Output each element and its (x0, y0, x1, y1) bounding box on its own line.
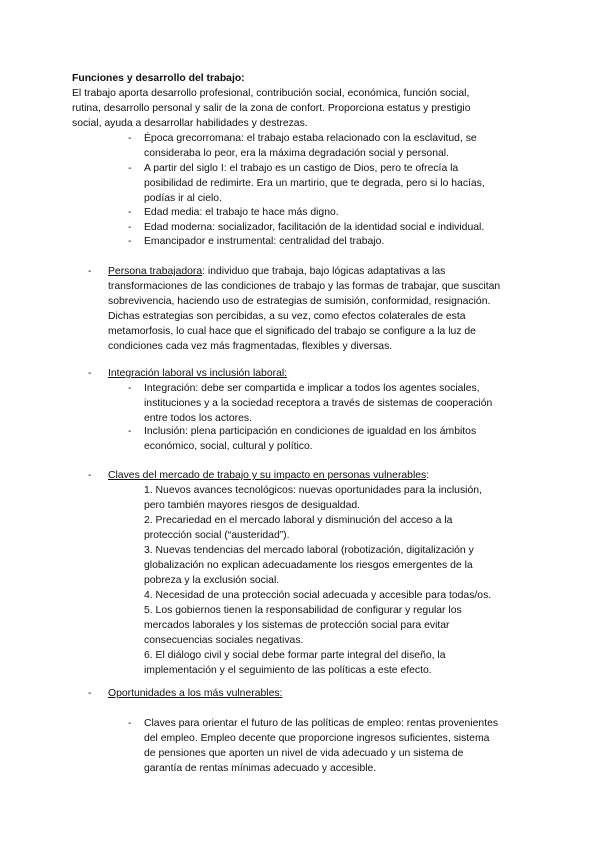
claves-list (144, 483, 491, 678)
history-line: Edad media: el trabajo te hace más digno. (144, 207, 339, 218)
intro-line: rutina, desarrollo personal y salir de la zona de confort. Proporciona estatus y prestigio (72, 103, 471, 114)
document-title: Funciones y desarrollo del trabajo: (72, 73, 245, 84)
section-heading: Persona trabajadora (108, 266, 203, 277)
integracion-line: económico, social, cultural y político. (144, 441, 313, 452)
heading-suffix: : (426, 470, 430, 481)
integracion-line: Inclusión: plena participación en condiciones de igualdad en los ámbitos (144, 426, 477, 437)
bullet-dash: - (128, 133, 132, 144)
history-line: A partir del siglo I: el trabajo es un castigo de Dios, pero te ofrecía la (144, 163, 459, 174)
claves-line: pobreza y la exclusión social. (144, 575, 280, 586)
bullet-dash: - (128, 222, 132, 233)
persona-line: Dichas estrategias son percibidas, a su vez, como efectos colaterales de esta (108, 311, 466, 322)
claves-line: consecuencias sociales negativas. (144, 635, 304, 646)
section-heading: Oportunidades a los más vulnerables: (108, 688, 283, 699)
bullet-dash: - (128, 236, 132, 247)
history-line: consideraba lo peor, era la máxima degradación social y personal. (144, 148, 449, 159)
bullet-dash: - (128, 383, 132, 394)
oportunidades-line: del empleo. Empleo decente que proporcione ingresos suficientes, sistema (144, 733, 490, 744)
section-heading: Claves del mercado de trabajo y su impacto en personas vulnerables (108, 470, 427, 481)
bullet-dash: - (128, 426, 132, 437)
integracion-line: instituciones y a la sociedad receptora a través de sistemas de cooperación (144, 398, 493, 409)
persona-line: transformaciones de las condiciones de trabajo y las formas de trabajar, que suscitan (108, 281, 501, 292)
bullet-dash: - (88, 470, 92, 481)
intro-line: social, ayuda a desarrollar habilidades y destrezas. (72, 118, 308, 129)
history-line: Emancipador e instrumental: centralidad del trabajo. (144, 236, 385, 247)
persona-line: : individuo que trabaja, bajo lógicas adaptativas a las (202, 266, 446, 277)
intro-line: El trabajo aporta desarrollo profesional, contribución social, económica, función social, (72, 88, 470, 99)
claves-line: 1. Nuevos avances tecnológicos: nuevas oportunidades para la inclusión, (144, 485, 482, 496)
bullet-dash: - (88, 688, 92, 699)
oportunidades-line: Claves para orientar el futuro de las políticas de empleo: rentas provenientes (144, 718, 499, 729)
integracion-line: Integración: debe ser compartida e implicar a todos los agentes sociales, (144, 383, 480, 394)
integracion-line: entre todos los actores. (144, 413, 253, 424)
history-line: posibilidad de redimirte. Era un martirio, que te degrada, pero si lo hacías, (144, 178, 485, 189)
history-line: podías ir al cielo. (144, 193, 222, 204)
persona-line: condiciones cada vez más fragmentadas, flexibles y diversas. (108, 341, 393, 352)
bullet-dash: - (88, 266, 92, 277)
history-line: Época grecorromana: el trabajo estaba relacionado con la esclavitud, se (144, 133, 477, 144)
oportunidades-line: de pensiones que aporten un nivel de vida adecuado y un sistema de (144, 748, 464, 759)
claves-line: globalización no explican adecuadamente los riesgos emergentes de la (144, 560, 473, 571)
claves-line: 6. El diálogo civil y social debe formar parte integral del diseño, la (144, 650, 446, 661)
history-line: Edad moderna: socializador, facilitación de la identidad social e individual. (144, 222, 485, 233)
intro-paragraph (72, 86, 532, 131)
bullet-dash: - (128, 207, 132, 218)
bullet-dash: - (128, 163, 132, 174)
oportunidades-line: garantía de rentas mínimas adecuado y accesible. (144, 763, 377, 774)
claves-line: 2. Precariedad en el mercado laboral y disminución del acceso a la (144, 515, 453, 526)
persona-line: metamorfosis, lo cual hace que el significado del trabajo se configure a la luz de (108, 326, 476, 337)
persona-line: sobrevivencia, haciendo uso de estrategias de sumisión, conformidad, resignación. (108, 296, 491, 307)
claves-line: 4. Necesidad de una protección social adecuada y accesible para todas/os. (144, 590, 492, 601)
bullet-dash: - (128, 718, 132, 729)
claves-line: implementación y el seguimiento de las políticas a este efecto. (144, 665, 432, 676)
section-heading: Integración laboral vs inclusión laboral: (108, 368, 288, 379)
claves-line: 3. Nuevas tendencias del mercado laboral (robotización, digitalización y (144, 545, 474, 556)
bullet-dash: - (88, 368, 92, 379)
claves-line: pero también mayores riesgos de desigualdad. (144, 500, 361, 511)
claves-line: protección social (“austeridad”). (144, 530, 290, 541)
claves-line: 5. Los gobiernos tienen la responsabilidad de configurar y regular los (144, 605, 462, 616)
claves-line: mercados laborales y los sistemas de protección social para evitar (144, 620, 450, 631)
